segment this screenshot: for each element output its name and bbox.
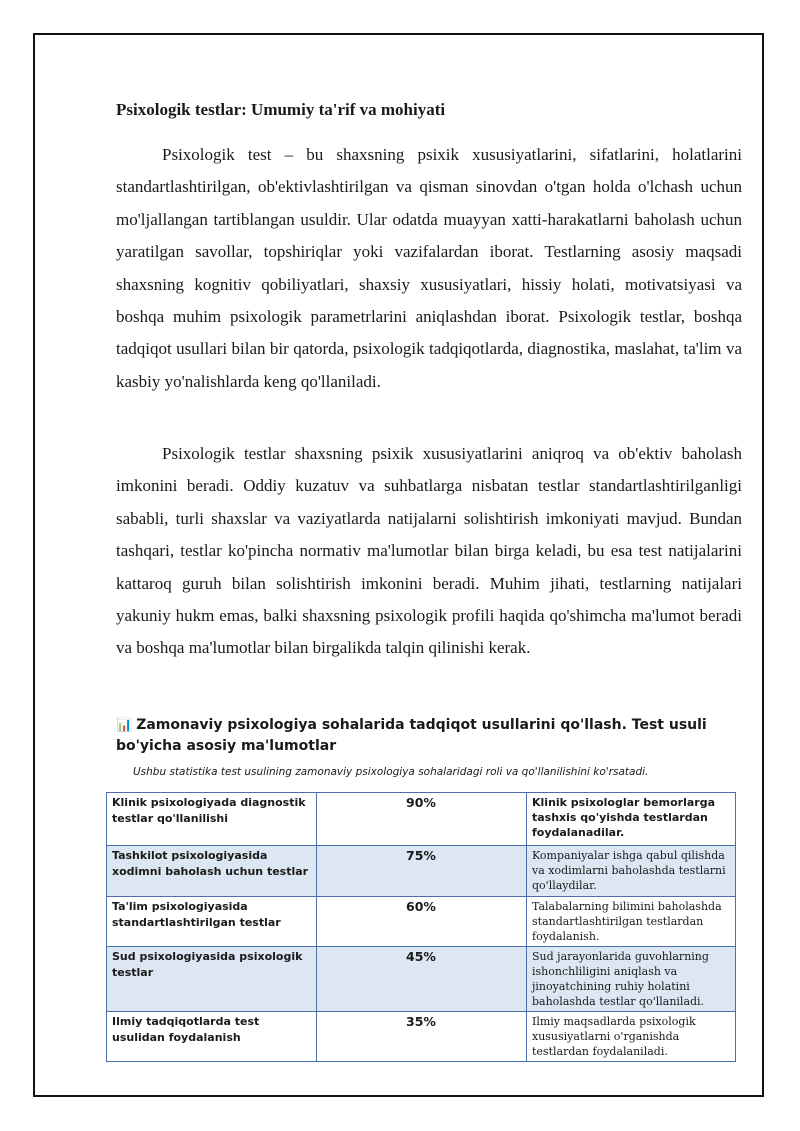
table-cell-value: 45% [317, 947, 527, 1012]
table-cell-value: 60% [317, 897, 527, 947]
table-cell-value: 35% [317, 1012, 527, 1062]
table-cell-area: Tashkilot psixologiyasida xodimni baholash uchun testlar [107, 846, 317, 897]
table-row [107, 1012, 736, 1062]
paragraph-definition: Psixologik test – bu shaxsning psixik xususiyatlarini, sifatlarini, holatlarini standartlashtirilgan, ob'ektivlashtirilgan va qisman sinovdan o'tgan holda o'lchash uchun mo'ljallangan tartiblangan usuldir. Ular odatda muayyan xatti-harakatlarni baholash uchun yaratilgan savollar, topshiriqlar yoki vazifalardan iborat. Testlarning asosiy maqsadi shaxsning kognitiv qobiliyatlari, shaxsiy xususiyatlari, hissiy holati, motivatsiyasi va boshqa muhim psixologik parametrlarini aniqlashdan iborat. Psixologik testlar, boshqa tadqiqot usullari bilan bir qatorda, psixologik tadqiqotlarda, diagnostika, maslahat, ta'lim va kasbiy yo'nalishlarda keng qo'llaniladi. [116, 145, 742, 391]
page-heading: Psixologik testlar: Umumiy ta'rif va mohiyati [116, 100, 446, 119]
table-cell-note: Ilmiy maqsadlarda psixologik xususiyatlarni o'rganishda testlardan foydalaniladi. [527, 1012, 736, 1062]
table-cell-area: Sud psixologiyasida psixologik testlar [107, 947, 317, 1012]
table-cell-note: Klinik psixologlar bemorlarga tashxis qo'yishda testlardan foydalanadilar. [527, 793, 736, 846]
section-title-text: Zamonaviy psixologiya sohalarida tadqiqot usullarini qo'llash. Test usuli bo'yicha asosiy ma'lumotlar [116, 717, 707, 754]
table-row [107, 897, 736, 947]
statistics-table [106, 792, 736, 1062]
section-title [116, 715, 736, 756]
table-row [107, 947, 736, 1012]
table-row [107, 793, 736, 846]
table-cell-area: Ilmiy tadqiqotlarda test usulidan foydalanish [107, 1012, 317, 1062]
table-cell-area: Ta'lim psixologiyasida standartlashtirilgan testlar [107, 897, 317, 947]
table-cell-note: Talabalarning bilimini baholashda standartlashtirilgan testlardan foydalanish. [527, 897, 736, 947]
table-cell-area: Klinik psixologiyada diagnostik testlar qo'llanilishi [107, 793, 317, 846]
table-cell-note: Sud jarayonlarida guvohlarning ishonchliligini aniqlash va jinoyatchining ruhiy holatini baholashda testlar qo'llaniladi. [527, 947, 736, 1012]
paragraph-advantages: Psixologik testlar shaxsning psixik xususiyatlarini aniqroq va ob'ektiv baholash imkonini beradi. Oddiy kuzatuv va suhbatlarga nisbatan testlar standartlashtirilganligi sababli, turli shaxslar va vaziyatlarda natijalarni solishtirish imkoniyati mavjud. Bundan tashqari, testlar ko'pincha normativ ma'lumotlar bilan birga keladi, bu esa test natijalarini kattaroq guruh bilan solishtirish imkonini beradi. Muhim jihati, testlarning natijalari yakuniy hukm emas, balki shaxsning psixologik profili haqida qo'shimcha ma'lumot beradi va boshqa ma'lumotlar bilan birgalikda talqin qilinishi kerak. [116, 444, 742, 658]
table-caption: Ushbu statistika test usulining zamonaviy psixologiya sohalaridagi roli va qo'llanilishini ko'rsatadi. [133, 766, 649, 778]
chart-icon: 📊 [116, 718, 133, 733]
table-cell-value: 75% [317, 846, 527, 897]
table-cell-note: Kompaniyalar ishga qabul qilishda va xodimlarni baholashda testlarni qo'llaydilar. [527, 846, 736, 897]
table-cell-value: 90% [317, 793, 527, 846]
table-row [107, 846, 736, 897]
